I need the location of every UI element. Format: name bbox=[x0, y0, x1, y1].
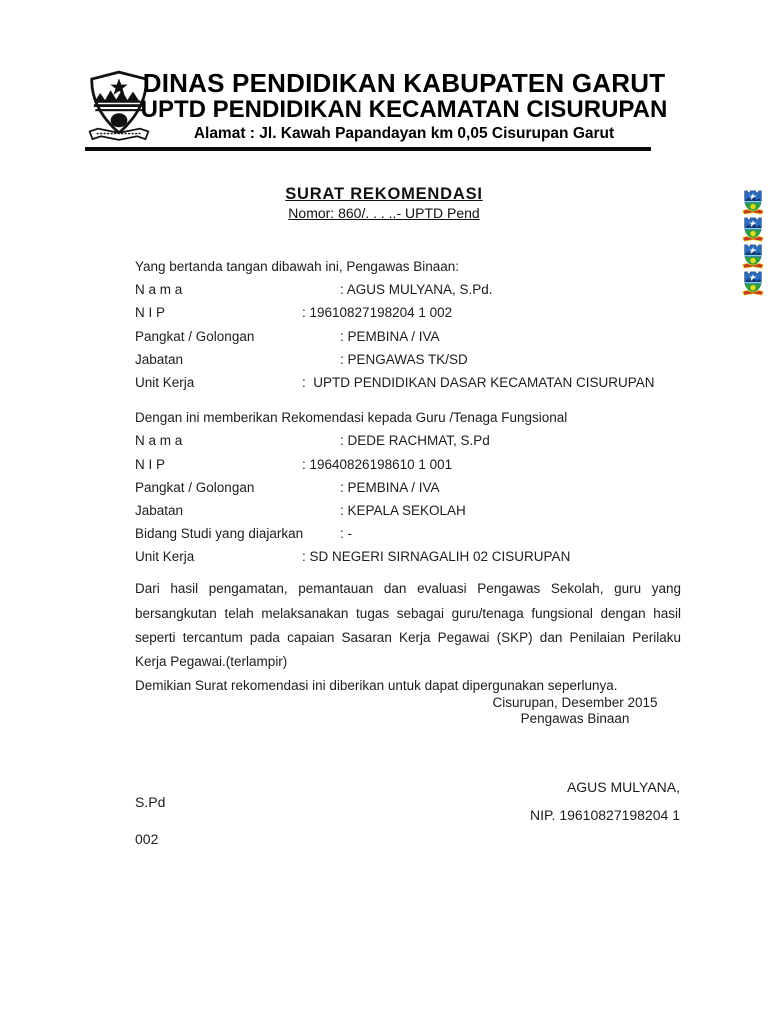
side-emblem-column bbox=[741, 189, 765, 296]
signer-name-part-1: AGUS MULYANA, bbox=[566, 779, 680, 795]
field-row-pangkat-2 bbox=[135, 476, 681, 499]
signer-nip-part-1: NIP. 19610827198204 1 bbox=[530, 807, 680, 823]
garut-emblem-color-icon bbox=[741, 243, 765, 269]
field-value: : PEMBINA / IVA bbox=[340, 328, 440, 344]
field-row-nip-1 bbox=[135, 301, 681, 324]
garut-emblem-color-icon bbox=[741, 189, 765, 215]
field-value: : - bbox=[340, 526, 352, 542]
field-value: : DEDE RACHMAT, S.Pd bbox=[340, 433, 490, 449]
office-address: Alamat : Jl. Kawah Papandayan km 0,05 Cisurupan Garut bbox=[193, 125, 615, 142]
field-label: N a m a bbox=[135, 433, 183, 449]
field-label: Bidang Studi yang diajarkan bbox=[135, 526, 304, 542]
field-value: : KEPALA SEKOLAH bbox=[340, 502, 466, 518]
signer-name-part-2: S.Pd bbox=[135, 794, 166, 810]
letterhead bbox=[118, 70, 690, 143]
letter-title: SURAT REKOMENDASI bbox=[285, 185, 483, 203]
signer-nip-part-2: 002 bbox=[135, 831, 159, 847]
letter-number: Nomor: 860/. . . ..- UPTD Pend bbox=[288, 205, 480, 221]
field-row-unit-kerja-1 bbox=[135, 371, 681, 394]
field-row-jabatan-2 bbox=[135, 499, 681, 522]
field-label: N a m a bbox=[135, 282, 183, 298]
field-label: N I P bbox=[135, 456, 166, 472]
letterhead-divider bbox=[85, 147, 651, 151]
intro-recommendation: Dengan ini memberikan Rekomendasi kepada Guru /Tenaga Fungsional bbox=[135, 410, 568, 426]
letter-title-block bbox=[0, 184, 768, 222]
garut-emblem-color-icon bbox=[741, 216, 765, 242]
office-name: UPTD PENDIDIKAN KECAMATAN CISURUPAN bbox=[140, 96, 668, 123]
agency-name: DINAS PENDIDIKAN KABUPATEN GARUT bbox=[142, 68, 666, 98]
field-label: Unit Kerja bbox=[135, 549, 195, 565]
field-label: Pangkat / Golongan bbox=[135, 479, 255, 495]
field-value: : 19610827198204 1 002 bbox=[302, 305, 453, 321]
signoff-place-role bbox=[460, 695, 690, 726]
garut-emblem-color-icon bbox=[741, 270, 765, 296]
recommendation-paragraph: Dari hasil pengamatan, pemantauan dan evaluasi Pengawas Sekolah, guru yang bersangkutan telah melaksanakan tugas sebagai guru/tenaga fungsional dengan hasil seperti tercantum pada capaian Sasaran Kerja Pegawai (SKP) dan Penilaian Perilaku Kerja Pegawai.(terlampir) bbox=[135, 581, 681, 670]
letter-body bbox=[135, 255, 681, 698]
field-label: Jabatan bbox=[135, 502, 184, 518]
field-value: : AGUS MULYANA, S.Pd. bbox=[340, 282, 493, 298]
field-row-bidang-studi bbox=[135, 522, 681, 545]
closing-sentence: Demikian Surat rekomendasi ini diberikan untuk dapat dipergunakan seperlunya. bbox=[135, 678, 618, 694]
place-date: Cisurupan, Desember 2015 bbox=[492, 695, 658, 710]
signer-role: Pengawas Binaan bbox=[520, 710, 630, 726]
field-row-pangkat-1 bbox=[135, 325, 681, 348]
field-value: : SD NEGERI SIRNAGALIH 02 CISURUPAN bbox=[302, 549, 571, 565]
intro-signer: Yang bertanda tangan dibawah ini, Pengawas Binaan: bbox=[135, 259, 459, 274]
field-value: : PEMBINA / IVA bbox=[340, 479, 440, 495]
field-row-nama-2 bbox=[135, 429, 681, 452]
field-row-unit-kerja-2 bbox=[135, 545, 681, 568]
field-label: N I P bbox=[135, 305, 166, 321]
field-label: Pangkat / Golongan bbox=[135, 328, 255, 344]
field-row-nip-2 bbox=[135, 453, 681, 476]
field-row-jabatan-1 bbox=[135, 348, 681, 371]
field-label: Jabatan bbox=[135, 351, 184, 367]
field-row-nama-1 bbox=[135, 278, 681, 301]
field-label: Unit Kerja bbox=[135, 374, 195, 390]
field-value: : 19640826198610 1 001 bbox=[302, 456, 453, 472]
field-value: : UPTD PENDIDIKAN DASAR KECAMATAN CISURUPAN bbox=[302, 374, 655, 390]
field-value: : PENGAWAS TK/SD bbox=[340, 351, 468, 367]
